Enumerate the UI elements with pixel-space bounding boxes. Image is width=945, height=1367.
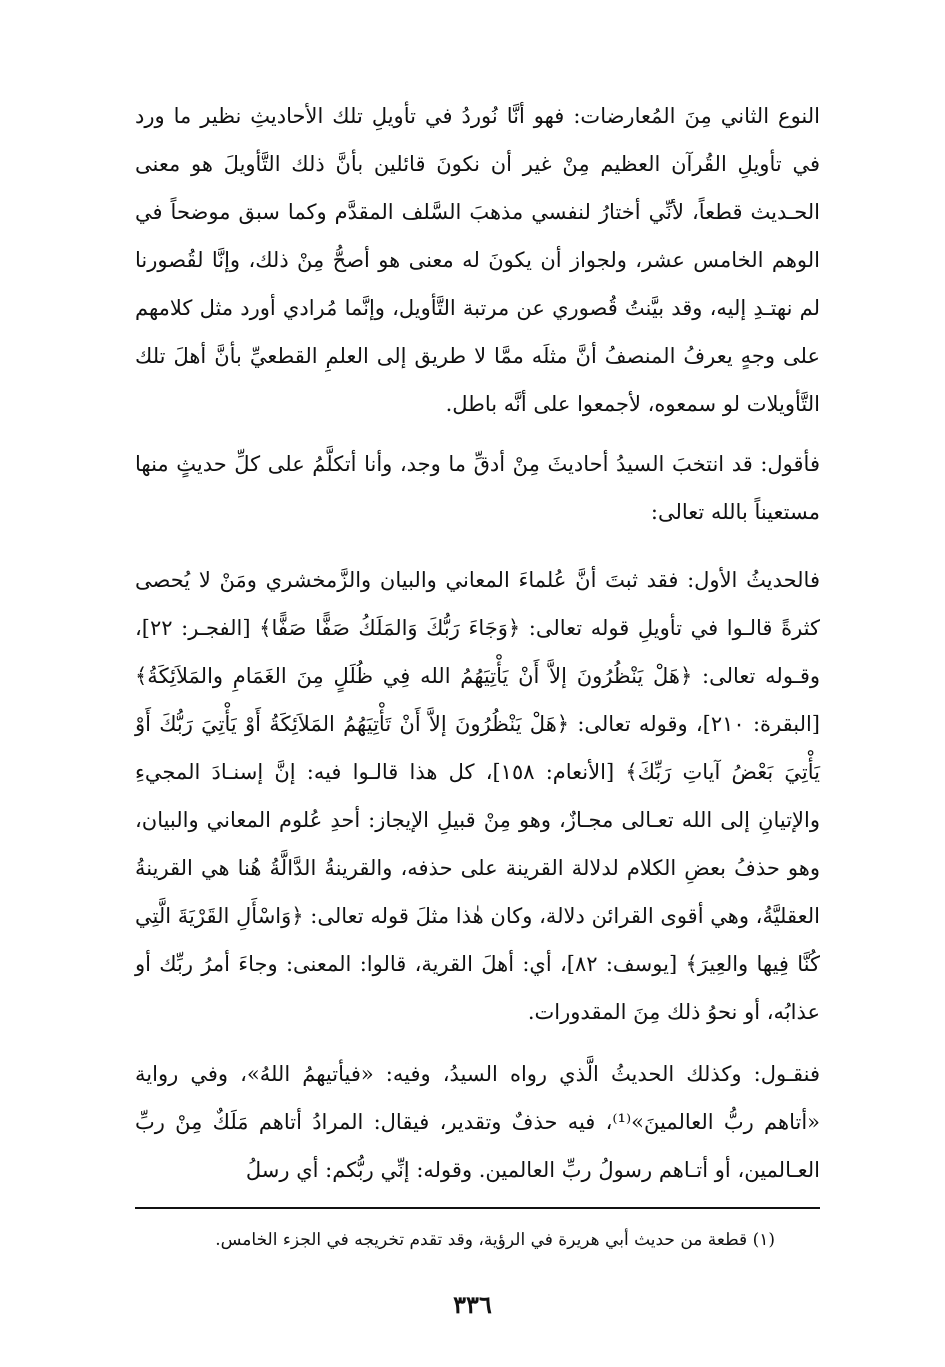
paragraph-4: فنقـول: وكذلك الحديثُ الَّذي رواه السيدُ، وفيه: «فيأتيهمُ اللهُ»، وفي رواية «أتاهم ربُّ العالمينَ»⁽¹⁾، فيه حذفٌ وتقدير، فيقال: المرادُ أتاهم مَلَكٌ مِنْ ربِّ العـالمين، أو أتـاهم رسولُ ربِّ العالمين. وقوله: إنِّي ربُّكم: أي رسلُ [135, 1062, 820, 1182]
paragraph-3: فالحديثُ الأول: فقد ثبتَ أنَّ عُلماءَ المعاني والبيان والزَّمخشري ومَنْ لا يُحصى كثرةً قالـوا في تأويلِ قوله تعالى: ﴿وَجَاءَ رَبُّكَ وَالمَلَكُ صَفًّا صَفًّا﴾ [الفجـر: ٢٢]، وقـوله تعالى: ﴿هَلْ يَنْظُرُونَ إلاَّ أَنْ يَأْتِيَهُمُ الله فِي ظُلَلٍ مِنَ الغَمَامِ والمَلاَئِكَةُ﴾ [البقرة: ٢١٠]، وقوله تعالى: ﴿هَلْ يَنْظُرُونَ إلاَّ أَنْ تَأْتِيَهُمُ المَلاَئِكَةُ أَوْ يَأْتِيَ رَبُّكَ أَوْ يَأْتِيَ بَعْضُ آياتِ رَبِّكَ﴾ [الأنعام: ١٥٨]، كل هذا قالـوا فيه: إنَّ إسنـادَ المجيءِ والإتيانِ إلى الله تعـالى مجـازٌ، وهو مِنْ قبيلِ الإيجاز: أحدِ عُلوم المعاني والبيان، وهو حذفُ بعضِ الكلام لدلالة القرينة على حذفه، والقرينةُ الدَّالَّةُ هُنا هي القرينةُ العقليَّةُ، وهي أقوى القرائن دلالة، وكان هٰذا مثلَ قوله تعالى: ﴿وَاسْأَلِ القَرْيَةَ الَّتِي كُنَّا فِيها والعِيرَ﴾ [يوسف: ٨٢]، أي: أهلَ القرية، قالوا: المعنى: وجاءَ أمرُ ربِّك أو عذابُه، أو نحوُ ذلك مِنَ المقدورات. [135, 568, 820, 1024]
main-text [135, 92, 820, 1194]
paragraph-2: فأقول: قد انتخبَ السيدُ أحاديثَ مِنْ أدقِّ ما وجد، وأنا أتكلَّمُ على كلِّ حديثٍ منها مستعيناً بالله تعالى: [135, 452, 820, 524]
footnote-divider [135, 1207, 820, 1209]
page-number: ٣٣٦ [453, 1290, 492, 1319]
paragraph-1: النوع الثاني مِنَ المُعارضات: فهو أنَّا نُوردُ في تأويلِ تلك الأحاديثِ نظير ما ورد في تأويلِ القُرآن العظيم مِنْ غير أن نكونَ قائلين بأنَّ ذلك التَّأويلَ هو معنى الحـديث قطعاً، لأنِّي أختارُ لنفسي مذهبَ السَّلف المقدَّم وكما سبق موضحاً في الوهم الخامس عشر، ولجواز أن يكونَ له معنى هو أصحُّ مِنْ ذلك، وإنَّا لقُصورنا لم نهتـدِ إليه، وقد بيَّنتُ قُصوري عن مرتبة التَّأويل، وإنَّما مُرادي أورد مثل كلامهم على وجهٍ يعرفُ المنصفُ أنَّ مثلَه ممَّا لا طريق إلى العلمِ القطعيِّ بأنَّ أهلَ تلك التَّأويلات لو سمعوه، لأجمعوا على أنَّه باطل. [135, 104, 820, 416]
footnote: (١) قطعة من حديث أبي هريرة في الرؤية، وقد تقدم تخريجه في الجزء الخامس. [215, 1230, 775, 1250]
